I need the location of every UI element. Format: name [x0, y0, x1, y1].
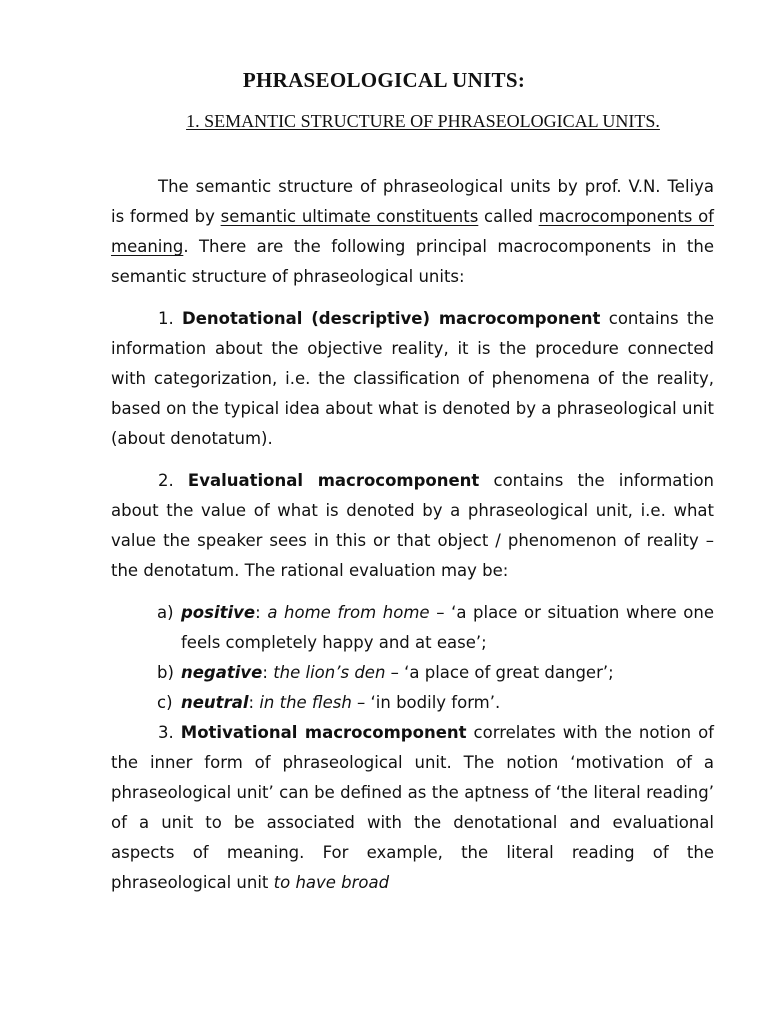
evaluational-term: Evaluational macrocomponent [187, 471, 480, 490]
motivational-paragraph [111, 718, 714, 898]
intro-text-2: called [478, 207, 539, 226]
evaluational-text: contains the information about the value of what is denoted by a phraseological unit, i.e. what value the speaker sees in this or that object / phenomenon of reality – the denotatum. The rational evaluation may be: [111, 471, 714, 580]
document-body [111, 172, 714, 898]
denotational-term: Denotational (descriptive) macrocomponent [182, 309, 601, 328]
list-item-negative [111, 658, 714, 688]
underlined-term-constituents: semantic ultimate constituents [220, 207, 479, 226]
list-marker: b) [157, 663, 174, 682]
list-item-neutral [111, 688, 714, 718]
list-marker: c) [157, 693, 173, 712]
evaluation-type: neutral [181, 693, 249, 712]
evaluation-type: positive [181, 603, 256, 622]
motivational-text: correlates with the notion of the inner form of phraseological unit. The notion ‘motivation of a phraseological unit’ can be defined as the aptness of ‘the literal reading’ of a unit to be associated with the denotational and evaluational aspects of meaning. For example, the literal reading of the phraseological unit [111, 723, 714, 892]
colon: : [262, 663, 274, 682]
example-phrase: a home from home [267, 603, 430, 622]
intro-text-3: . There are the following principal macrocomponents in the semantic structure of phraseological units: [111, 237, 714, 286]
item-number: 1. [158, 309, 183, 328]
intro-paragraph [111, 172, 714, 292]
evaluational-paragraph [111, 466, 714, 586]
item-number: 2. [158, 471, 188, 490]
section-heading: 1. SEMANTIC STRUCTURE OF PHRASEOLOGICAL UNITS. [186, 111, 660, 131]
example-phrase: the lion’s den [273, 663, 386, 682]
evaluation-type: negative [181, 663, 263, 682]
colon: : [255, 603, 268, 622]
example-gloss: – ‘in bodily form’. [351, 693, 501, 712]
list-marker: a) [157, 603, 174, 622]
denotational-text: contains the information about the objective reality, it is the procedure connected with categorization, i.e. the classification of phenomena of the reality, based on the typical idea about what is denoted by a phraseological unit (about denotatum). [111, 309, 714, 448]
example-phrase: to have broad [273, 873, 390, 892]
intro-text-1: The semantic structure of phraseological units by prof. V.N. Teliya is formed by [111, 177, 714, 226]
example-gloss: – ‘a place or situation where one feels completely happy and at ease’; [181, 603, 714, 652]
example-gloss: – ‘a place of great danger’; [385, 663, 614, 682]
colon: : [248, 693, 260, 712]
example-phrase: in the flesh [259, 693, 352, 712]
item-number: 3. [158, 723, 181, 742]
list-item-positive [111, 598, 714, 658]
motivational-term: Motivational macrocomponent [180, 723, 467, 742]
document-title: PHRASEOLOGICAL UNITS: [242, 68, 526, 92]
denotational-paragraph [111, 304, 714, 454]
underlined-term-macrocomponents: macrocomponents of meaning [111, 207, 714, 256]
evaluation-list [111, 598, 714, 718]
